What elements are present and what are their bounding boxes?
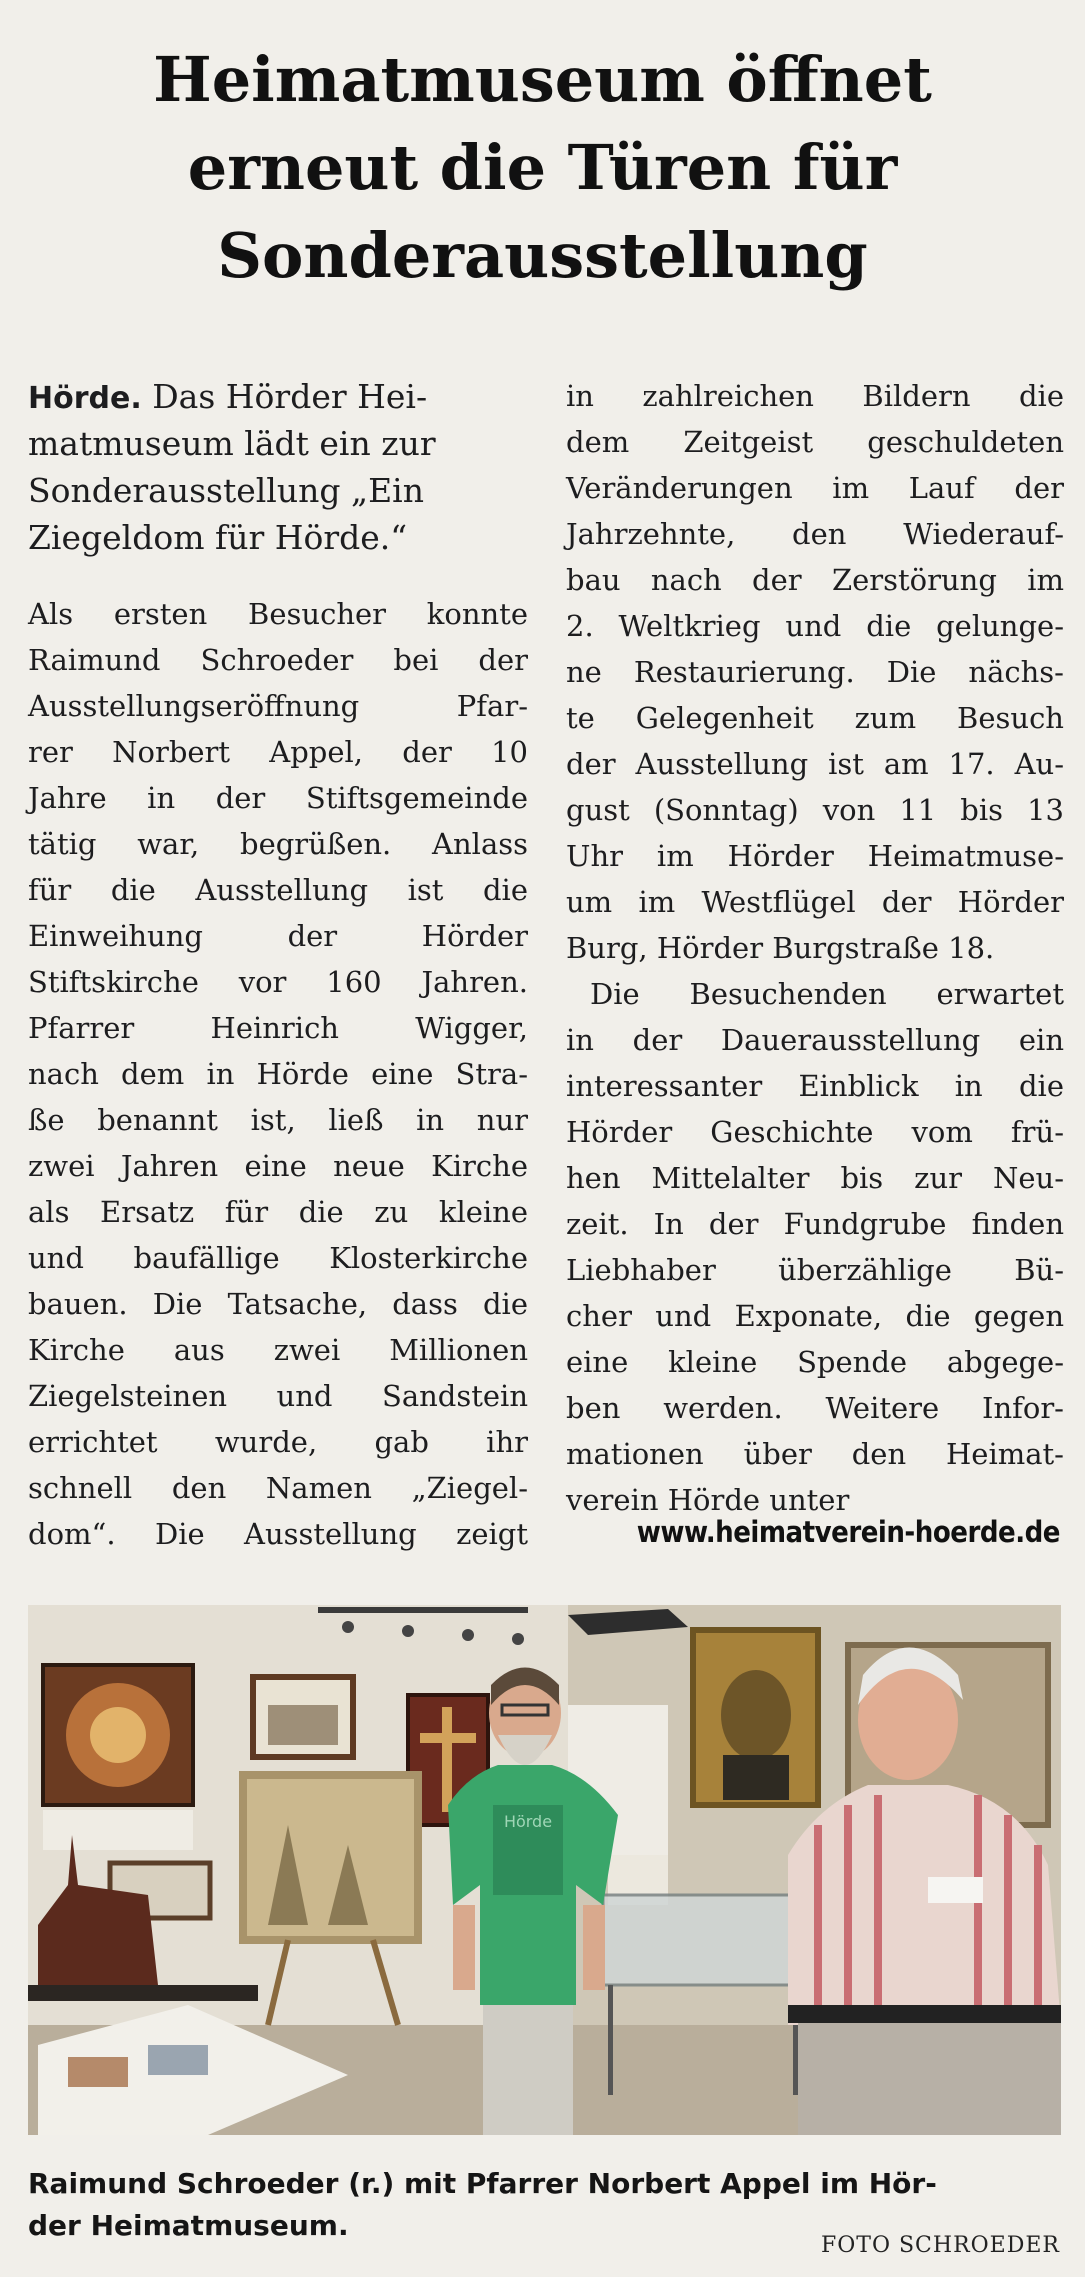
body-line: errichtet wurde, gab ihr: [28, 1425, 528, 1459]
body-line: zeit. In der Fundgrube finden: [566, 1207, 1064, 1241]
body-line: mationen über den Heimat-: [566, 1437, 1064, 1471]
body-line: nach dem in Hörde eine Stra-: [28, 1057, 528, 1091]
body-line: bauen. Die Tatsache, dass die: [28, 1287, 528, 1321]
body-line: ne Restaurierung. Die nächs-: [566, 655, 1064, 689]
photo-illustration: [28, 1605, 1061, 2135]
body-line: gust (Sonntag) von 11 bis 13: [566, 793, 1064, 827]
article-column-right: [566, 373, 1064, 1523]
body-line: und baufällige Klosterkirche: [28, 1241, 528, 1275]
body-line: cher und Exponate, die gegen: [566, 1299, 1064, 1333]
body-line: dom“. Die Ausstellung zeigt: [28, 1517, 528, 1551]
article-column-left: [28, 373, 528, 1557]
body-line: ße benannt ist, ließ in nur: [28, 1103, 528, 1137]
website-url: www.heimatverein-hoerde.de: [636, 1515, 1060, 1549]
body-line: Liebhaber überzählige Bü-: [566, 1253, 1064, 1287]
body-line: Burg, Hörder Burgstraße 18.: [566, 931, 995, 965]
headline: [40, 36, 1045, 300]
body-line: Raimund Schroeder bei der: [28, 643, 528, 677]
headline-line: Sonderausstellung: [217, 219, 868, 292]
body-line: Als ersten Besucher konnte: [28, 597, 528, 631]
headline-line: erneut die Türen für: [187, 131, 898, 204]
body-line: Kirche aus zwei Millionen: [28, 1333, 528, 1367]
headline-line: Heimatmuseum öffnet: [153, 43, 932, 116]
body-line: interessanter Einblick in die: [566, 1069, 1064, 1103]
lead-line: [28, 373, 528, 420]
dateline: Hörde.: [28, 381, 142, 416]
body-line: bau nach der Zerstörung im: [566, 563, 1064, 597]
body-line: für die Ausstellung ist die: [28, 873, 528, 907]
body-line: te Gelegenheit zum Besuch: [566, 701, 1064, 735]
body-line: Einweihung der Hörder: [28, 919, 528, 953]
body-line: 2. Weltkrieg und die gelunge-: [566, 609, 1064, 643]
body-line: dem Zeitgeist geschuldeten: [566, 425, 1064, 459]
body-line: rer Norbert Appel, der 10: [28, 735, 528, 769]
lead-line: Ziegeldom für Hörde.“: [28, 518, 408, 557]
body-line: ben werden. Weitere Infor-: [566, 1391, 1064, 1425]
body-line: eine kleine Spende abgege-: [566, 1345, 1064, 1379]
lead-line: matmuseum lädt ein zur: [28, 424, 436, 463]
body-line: um im Westflügel der Hörder: [566, 885, 1064, 919]
body-line: Veränderungen im Lauf der: [566, 471, 1064, 505]
body-line: als Ersatz für die zu kleine: [28, 1195, 528, 1229]
body-line: Pfarrer Heinrich Wigger,: [28, 1011, 528, 1045]
body-line: zwei Jahren eine neue Kirche: [28, 1149, 528, 1183]
caption-line: Raimund Schroeder (r.) mit Pfarrer Norbert Appel im Hör-: [28, 2167, 937, 2200]
body-line: tätig war, begrüßen. Anlass: [28, 827, 528, 861]
body-line: Die Besuchenden erwartet: [590, 977, 1064, 1011]
lead-line: Sonderausstellung „Ein: [28, 471, 424, 510]
body-line: in zahlreichen Bildern die: [566, 379, 1064, 413]
shirt-print: Hörde: [503, 1812, 553, 1831]
museum-photo: [28, 1605, 1061, 2135]
body-line: in der Dauerausstellung ein: [566, 1023, 1064, 1057]
body-line: Ziegelsteinen und Sandstein: [28, 1379, 528, 1413]
body-line: Jahre in der Stiftsgemeinde: [28, 781, 528, 815]
body-line: Uhr im Hörder Heimatmuse-: [566, 839, 1064, 873]
lead-text: Das Hörder Hei-: [141, 377, 428, 416]
body-line: verein Hörde unter: [566, 1483, 850, 1517]
body-line: schnell den Namen „Ziegel-: [28, 1471, 528, 1505]
caption-line: der Heimatmuseum.: [28, 2209, 349, 2242]
body-line: hen Mittelalter bis zur Neu-: [566, 1161, 1064, 1195]
photo-credit: FOTO SCHROEDER: [820, 2233, 1060, 2258]
paragraph-gap: [28, 561, 528, 591]
body-line: Ausstellungseröffnung Pfar-: [28, 689, 528, 723]
body-line: Stiftskirche vor 160 Jahren.: [28, 965, 528, 999]
body-line: Jahrzehnte, den Wiederauf-: [566, 517, 1064, 551]
body-line: Hörder Geschichte vom frü-: [566, 1115, 1064, 1149]
body-line: der Ausstellung ist am 17. Au-: [566, 747, 1064, 781]
